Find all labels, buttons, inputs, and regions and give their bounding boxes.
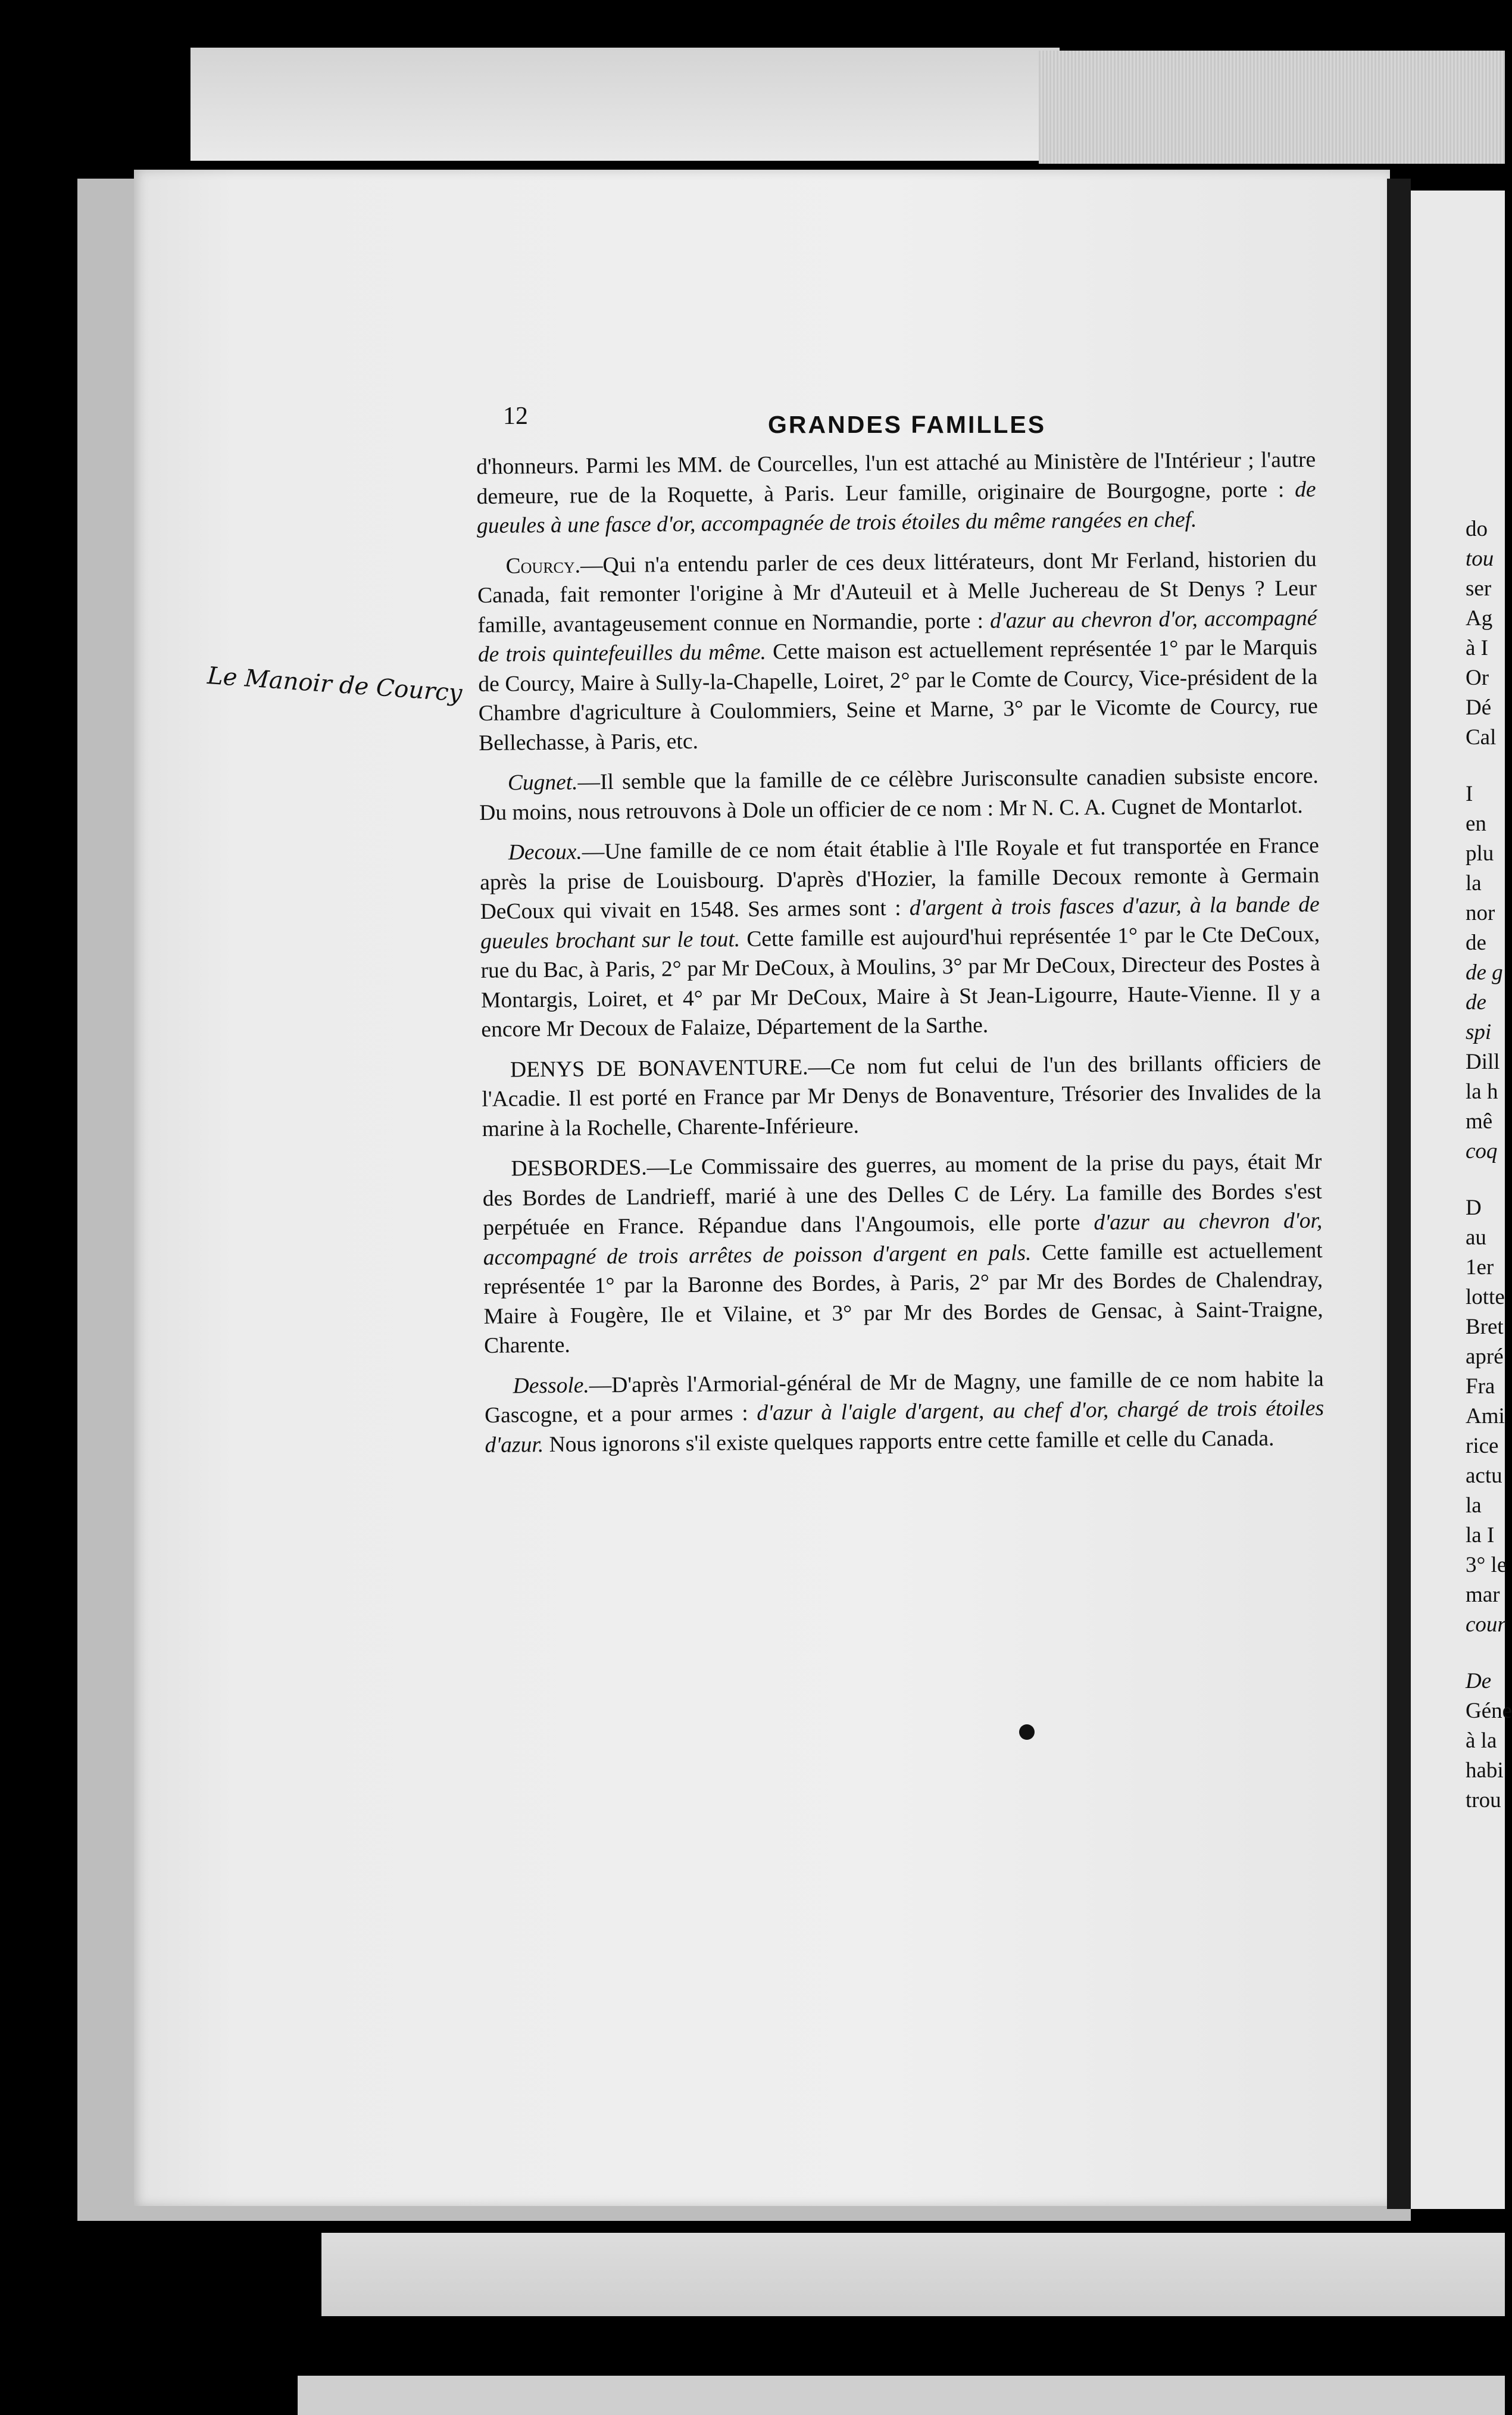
facing-page-fragment: à I bbox=[1466, 636, 1488, 660]
facing-page-fragment: I bbox=[1466, 782, 1473, 806]
paragraph-dessole: Dessole.—D'après l'Armorial-général de Mr de Magny, une famille de ce nom habite la Gascogne, et a pour armes : d'azur à l'aigle d'argent, au chef d'or, chargé de trois étoiles d'azur. Nous ignorons s'il existe quelques rapports entre cette famille et celle du Canada. bbox=[484, 1366, 1324, 1458]
facing-page-fragment: apré bbox=[1466, 1344, 1504, 1369]
facing-page-fragment: Dé bbox=[1466, 695, 1492, 720]
facing-page-fragment: trou bbox=[1466, 1788, 1501, 1812]
top-paper-strip bbox=[190, 48, 1060, 161]
facing-page-fragment: De bbox=[1466, 1669, 1492, 1693]
facing-page-fragment: Bret bbox=[1466, 1315, 1504, 1339]
facing-page-fragment: la h bbox=[1466, 1079, 1498, 1104]
facing-page-fragment: à la bbox=[1466, 1728, 1497, 1753]
facing-page-fragment: rice bbox=[1466, 1434, 1499, 1458]
facing-page-fragment: la bbox=[1466, 871, 1482, 896]
facing-page-fragment: de g bbox=[1466, 960, 1503, 985]
facing-page-fragment: la I bbox=[1466, 1523, 1495, 1547]
facing-page-fragment: 1er bbox=[1466, 1255, 1494, 1280]
facing-page-fragment: mê bbox=[1466, 1109, 1493, 1134]
facing-page-fragment: Or bbox=[1466, 666, 1489, 690]
paragraph-courcy: Courcy.—Qui n'a entendu parler de ces deux littérateurs, dont Mr Ferland, historien du Canada, fait remonter l'origine à Mr d'Auteuil et à Melle Juchereau de St Denys ? Leur famille, avantageusement connue en Normandie, porte : d'azur au chevron d'or, accompagné de trois quintefeuilles du même. Cette maison est actuellement représentée 1° par le Marquis de Courcy, Maire à Sully-la-Chapelle, Loiret, 2° par le Comte de Courcy, Vice-président de la Chambre d'agriculture à Coulommiers, Seine et Marne, 3° par le Vicomte de Courcy, rue Bellechasse, à Paris, etc. bbox=[477, 547, 1318, 756]
facing-page-fragment: coq bbox=[1466, 1139, 1498, 1163]
bottom-paper-strip bbox=[321, 2233, 1505, 2316]
facing-page-fragment: Dill bbox=[1466, 1050, 1500, 1074]
book-gutter bbox=[1387, 179, 1411, 2209]
facing-page-fragment: 3° le bbox=[1466, 1553, 1507, 1577]
facing-page-fragment: ser bbox=[1466, 576, 1492, 601]
facing-page-fragment: la bbox=[1466, 1493, 1482, 1518]
facing-page-fragment: mar bbox=[1466, 1583, 1500, 1607]
facing-page-fragment: habi bbox=[1466, 1758, 1504, 1783]
facing-page-fragment: D bbox=[1466, 1196, 1482, 1220]
page-number: 12 bbox=[503, 402, 528, 430]
paragraph-denys-de-bonaventure: DENYS DE BONAVENTURE.—Ce nom fut celui de l'un des brillants officiers de l'Acadie. Il est porté en France par Mr Denys de Bonaventure, Trésorier des Invalides de la marine à la Rochelle, Charente-Inférieure. bbox=[482, 1050, 1322, 1141]
page-hole-mark bbox=[1019, 1724, 1035, 1740]
facing-page-fragment: do bbox=[1466, 517, 1488, 541]
facing-page-fragment: cour bbox=[1466, 1612, 1506, 1637]
facing-page-fragment: Fra bbox=[1466, 1374, 1495, 1399]
entry-heading: DESBORDES. bbox=[511, 1155, 647, 1181]
scan-border bbox=[0, 0, 77, 2415]
entry-heading: Cugnet. bbox=[507, 770, 578, 795]
page-text bbox=[476, 445, 1324, 1471]
facing-page-fragment: nor bbox=[1466, 901, 1495, 925]
facing-page-fragment: tou bbox=[1466, 547, 1494, 571]
facing-page-fragment: Cal bbox=[1466, 725, 1497, 750]
bottom-paper-edge bbox=[298, 2376, 1505, 2415]
facing-page-fragment: au bbox=[1466, 1225, 1486, 1250]
entry-heading: Courcy. bbox=[505, 553, 581, 579]
entry-heading: Dessole. bbox=[513, 1372, 589, 1399]
facing-page-fragment: de bbox=[1466, 990, 1486, 1015]
facing-page-fragment: de bbox=[1466, 931, 1486, 955]
facing-page-fragment: spi bbox=[1466, 1020, 1492, 1044]
entry-heading: DENYS DE BONAVENTURE. bbox=[510, 1054, 808, 1082]
facing-page-fragment: Ag bbox=[1466, 606, 1493, 631]
top-fabric-strip bbox=[1039, 51, 1505, 164]
facing-page-fragment: actu bbox=[1466, 1464, 1502, 1488]
facing-page-fragment: plu bbox=[1466, 841, 1494, 866]
facing-page-fragment: en bbox=[1466, 812, 1486, 836]
paragraph-decoux: Decoux.—Une famille de ce nom était établie à l'Ile Royale et fut transportée en France après la prise de Louisbourg. D'après d'Hozier, la famille Decoux remonte à Germain DeCoux qui vivait en 1548. Ses armes sont : d'argent à trois fasces d'azur, à la bande de gueules brochant sur le tout. Cette famille est aujourd'hui représentée 1° par le Cte DeCoux, rue du Bac, à Paris, 2° par Mr DeCoux, à Moulins, 3° par Mr DeCoux, Directeur des Postes à Montargis, Loiret, et 4° par Mr DeCoux, Maire à St Jean-Ligourre, Haute-Vienne. Il y a encore Mr Decoux de Falaize, Département de la Sarthe. bbox=[480, 833, 1321, 1042]
running-title: GRANDES FAMILLES bbox=[768, 411, 1046, 438]
facing-page-fragment: Géne bbox=[1466, 1699, 1512, 1723]
handwritten-margin-note: Le Manoir de Courcy bbox=[206, 662, 463, 707]
paragraph-desbordes: DESBORDES.—Le Commissaire des guerres, au moment de la prise du pays, était Mr des Bordes de Landrieff, marié à une des Delles C de Léry. La famille des Bordes s'est perpétuée en France. Répandue dans l'Angoumois, elle porte d'azur au chevron d'or, accompagné de trois arrêtes de poisson d'argent en pals. Cette famille est actuellement représentée 1° par la Baronne des Bordes, à Paris, 2° par Mr des Bordes de Chalendray, Maire à Fougère, Ile et Vilaine, et 3° par Mr des Bordes de Gensac, à Saint-Traigne, Charente. bbox=[482, 1149, 1323, 1358]
paragraph-cugnet: Cugnet.—Il semble que la famille de ce célèbre Jurisconsulte canadien subsiste encore. Du moins, nous retrouvons à Dole un officier de ce nom : Mr N. C. A. Cugnet de Montarlot. bbox=[479, 763, 1319, 825]
paragraph-courcelles: d'honneurs. Parmi les MM. de Courcelles, l'un est attaché au Ministère de l'Intérieur ; l'autre demeure, rue de la Roquette, à Paris. Leur famille, originaire de Bourgogne, porte : de gueules à une fasce d'or, accompagnée de trois étoiles du même rangées en chef. bbox=[476, 447, 1316, 538]
facing-page-fragment: lotte bbox=[1466, 1285, 1505, 1309]
entry-heading: Decoux. bbox=[508, 840, 582, 865]
facing-page-fragment: Ami bbox=[1466, 1404, 1505, 1428]
